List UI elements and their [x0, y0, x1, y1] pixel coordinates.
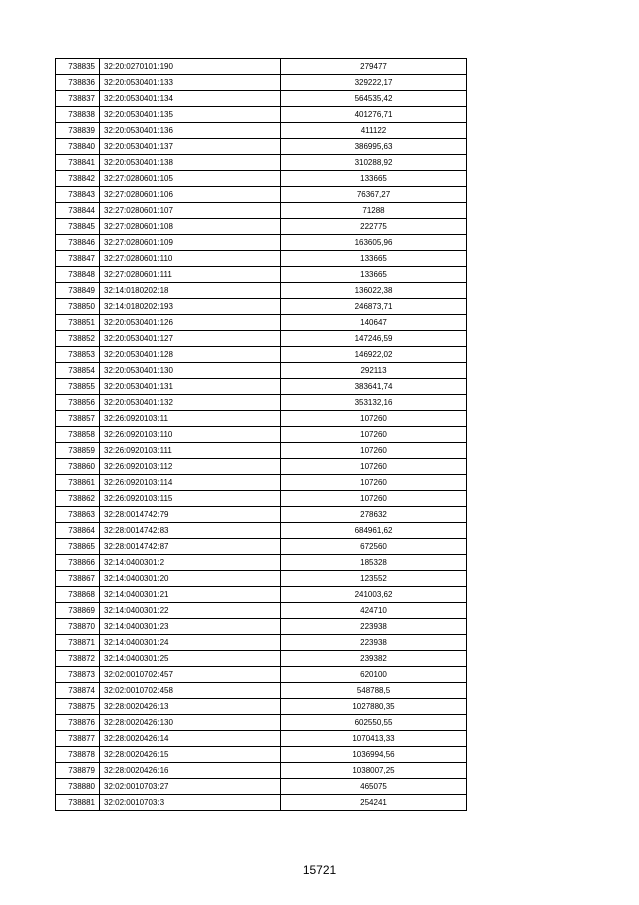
row-number-cell: 738849 — [56, 283, 100, 299]
table-row — [56, 123, 467, 139]
row-number-cell: 738860 — [56, 459, 100, 475]
row-number-cell: 738863 — [56, 507, 100, 523]
row-number-cell: 738862 — [56, 491, 100, 507]
cadastral-value-cell: 140647 — [281, 315, 467, 331]
cadastral-value-cell: 223938 — [281, 635, 467, 651]
cadastral-value-cell: 163605,96 — [281, 235, 467, 251]
cadastral-value-cell: 76367,27 — [281, 187, 467, 203]
cadastral-number-cell: 32:14:0400301:21 — [100, 587, 281, 603]
cadastral-value-cell: 223938 — [281, 619, 467, 635]
table-row — [56, 171, 467, 187]
cadastral-value-cell: 1036994,56 — [281, 747, 467, 763]
table-row — [56, 443, 467, 459]
row-number-cell: 738861 — [56, 475, 100, 491]
cadastral-value-cell: 424710 — [281, 603, 467, 619]
row-number-cell: 738843 — [56, 187, 100, 203]
table-row — [56, 523, 467, 539]
row-number-cell: 738867 — [56, 571, 100, 587]
cadastral-value-cell: 123552 — [281, 571, 467, 587]
cadastral-number-cell: 32:28:0020426:13 — [100, 699, 281, 715]
table-row — [56, 203, 467, 219]
cadastral-number-cell: 32:20:0530401:127 — [100, 331, 281, 347]
cadastral-value-cell: 329222,17 — [281, 75, 467, 91]
cadastral-value-cell: 1038007,25 — [281, 763, 467, 779]
table-row — [56, 427, 467, 443]
table-row — [56, 667, 467, 683]
table-row — [56, 219, 467, 235]
cadastral-number-cell: 32:26:0920103:111 — [100, 443, 281, 459]
cadastral-number-cell: 32:27:0280601:105 — [100, 171, 281, 187]
row-number-cell: 738847 — [56, 251, 100, 267]
cadastral-number-cell: 32:20:0530401:135 — [100, 107, 281, 123]
table-body — [56, 59, 467, 811]
cadastral-value-cell: 310288,92 — [281, 155, 467, 171]
row-number-cell: 738845 — [56, 219, 100, 235]
table-row — [56, 619, 467, 635]
cadastral-number-cell: 32:28:0020426:14 — [100, 731, 281, 747]
cadastral-value-cell: 71288 — [281, 203, 467, 219]
cadastral-value-cell: 107260 — [281, 491, 467, 507]
cadastral-number-cell: 32:14:0400301:20 — [100, 571, 281, 587]
cadastral-number-cell: 32:20:0530401:134 — [100, 91, 281, 107]
row-number-cell: 738873 — [56, 667, 100, 683]
table-row — [56, 363, 467, 379]
table-row — [56, 651, 467, 667]
row-number-cell: 738875 — [56, 699, 100, 715]
table-row — [56, 475, 467, 491]
table-row — [56, 107, 467, 123]
cadastral-value-cell: 292113 — [281, 363, 467, 379]
cadastral-number-cell: 32:14:0400301:23 — [100, 619, 281, 635]
row-number-cell: 738838 — [56, 107, 100, 123]
cadastral-value-cell: 684961,62 — [281, 523, 467, 539]
row-number-cell: 738872 — [56, 651, 100, 667]
cadastral-value-cell: 222775 — [281, 219, 467, 235]
table-row — [56, 731, 467, 747]
cadastral-number-cell: 32:28:0020426:16 — [100, 763, 281, 779]
table-row — [56, 699, 467, 715]
cadastral-number-cell: 32:27:0280601:111 — [100, 267, 281, 283]
cadastral-number-cell: 32:27:0280601:106 — [100, 187, 281, 203]
cadastral-value-cell: 401276,71 — [281, 107, 467, 123]
cadastral-value-cell: 107260 — [281, 411, 467, 427]
cadastral-number-cell: 32:27:0280601:110 — [100, 251, 281, 267]
row-number-cell: 738844 — [56, 203, 100, 219]
table-row — [56, 587, 467, 603]
table-row — [56, 571, 467, 587]
cadastral-value-cell: 254241 — [281, 795, 467, 811]
cadastral-number-cell: 32:26:0920103:115 — [100, 491, 281, 507]
cadastral-number-cell: 32:27:0280601:109 — [100, 235, 281, 251]
table-row — [56, 795, 467, 811]
cadastral-number-cell: 32:20:0530401:131 — [100, 379, 281, 395]
cadastral-number-cell: 32:27:0280601:108 — [100, 219, 281, 235]
cadastral-number-cell: 32:28:0014742:79 — [100, 507, 281, 523]
cadastral-number-cell: 32:20:0530401:132 — [100, 395, 281, 411]
row-number-cell: 738848 — [56, 267, 100, 283]
cadastral-value-cell: 672560 — [281, 539, 467, 555]
table-row — [56, 715, 467, 731]
table-row — [56, 747, 467, 763]
table-row — [56, 139, 467, 155]
table-row — [56, 315, 467, 331]
cadastral-value-cell: 136022,38 — [281, 283, 467, 299]
cadastral-number-cell: 32:28:0020426:15 — [100, 747, 281, 763]
cadastral-number-cell: 32:20:0530401:137 — [100, 139, 281, 155]
row-number-cell: 738874 — [56, 683, 100, 699]
cadastral-number-cell: 32:02:0010702:458 — [100, 683, 281, 699]
cadastral-number-cell: 32:28:0014742:87 — [100, 539, 281, 555]
cadastral-number-cell: 32:02:0010703:3 — [100, 795, 281, 811]
row-number-cell: 738866 — [56, 555, 100, 571]
row-number-cell: 738854 — [56, 363, 100, 379]
table-row — [56, 411, 467, 427]
table-row — [56, 635, 467, 651]
cadastral-number-cell: 32:20:0530401:133 — [100, 75, 281, 91]
row-number-cell: 738852 — [56, 331, 100, 347]
row-number-cell: 738855 — [56, 379, 100, 395]
cadastral-number-cell: 32:02:0010702:457 — [100, 667, 281, 683]
cadastral-number-cell: 32:28:0020426:130 — [100, 715, 281, 731]
row-number-cell: 738880 — [56, 779, 100, 795]
table-row — [56, 555, 467, 571]
cadastral-value-cell: 133665 — [281, 251, 467, 267]
row-number-cell: 738871 — [56, 635, 100, 651]
table-row — [56, 347, 467, 363]
table-row — [56, 299, 467, 315]
cadastral-number-cell: 32:26:0920103:114 — [100, 475, 281, 491]
row-number-cell: 738877 — [56, 731, 100, 747]
row-number-cell: 738836 — [56, 75, 100, 91]
row-number-cell: 738856 — [56, 395, 100, 411]
cadastral-value-cell: 133665 — [281, 171, 467, 187]
row-number-cell: 738857 — [56, 411, 100, 427]
table-row — [56, 683, 467, 699]
row-number-cell: 738876 — [56, 715, 100, 731]
table-row — [56, 379, 467, 395]
table-row — [56, 395, 467, 411]
cadastral-value-cell: 107260 — [281, 475, 467, 491]
cadastral-value-cell: 465075 — [281, 779, 467, 795]
cadastral-value-cell: 386995,63 — [281, 139, 467, 155]
cadastral-value-cell: 239382 — [281, 651, 467, 667]
cadastral-number-cell: 32:20:0530401:136 — [100, 123, 281, 139]
cadastral-value-cell: 185328 — [281, 555, 467, 571]
table-row — [56, 251, 467, 267]
cadastral-number-cell: 32:26:0920103:11 — [100, 411, 281, 427]
row-number-cell: 738865 — [56, 539, 100, 555]
cadastral-value-cell: 1027880,35 — [281, 699, 467, 715]
cadastral-value-cell: 383641,74 — [281, 379, 467, 395]
row-number-cell: 738839 — [56, 123, 100, 139]
table-row — [56, 283, 467, 299]
cadastral-number-cell: 32:20:0530401:128 — [100, 347, 281, 363]
row-number-cell: 738840 — [56, 139, 100, 155]
page-number: 15721 — [302, 863, 337, 877]
table-row — [56, 267, 467, 283]
row-number-cell: 738853 — [56, 347, 100, 363]
row-number-cell: 738859 — [56, 443, 100, 459]
cadastral-value-cell: 548788,5 — [281, 683, 467, 699]
row-number-cell: 738869 — [56, 603, 100, 619]
cadastral-number-cell: 32:20:0270101:190 — [100, 59, 281, 75]
table-row — [56, 235, 467, 251]
row-number-cell: 738879 — [56, 763, 100, 779]
cadastral-number-cell: 32:20:0530401:138 — [100, 155, 281, 171]
cadastral-value-cell: 278632 — [281, 507, 467, 523]
cadastral-value-cell: 564535,42 — [281, 91, 467, 107]
row-number-cell: 738842 — [56, 171, 100, 187]
row-number-cell: 738835 — [56, 59, 100, 75]
cadastral-value-cell: 107260 — [281, 427, 467, 443]
cadastral-value-cell: 241003,62 — [281, 587, 467, 603]
cadastral-number-cell: 32:14:0400301:24 — [100, 635, 281, 651]
table-row — [56, 763, 467, 779]
cadastral-number-cell: 32:20:0530401:130 — [100, 363, 281, 379]
table-row — [56, 75, 467, 91]
cadastral-value-cell: 353132,16 — [281, 395, 467, 411]
cadastral-value-cell: 279477 — [281, 59, 467, 75]
cadastral-value-cell: 246873,71 — [281, 299, 467, 315]
table-row — [56, 491, 467, 507]
cadastral-number-cell: 32:14:0180202:18 — [100, 283, 281, 299]
cadastral-values-table — [55, 58, 467, 811]
row-number-cell: 738878 — [56, 747, 100, 763]
table-row — [56, 459, 467, 475]
row-number-cell: 738864 — [56, 523, 100, 539]
cadastral-value-cell: 1070413,33 — [281, 731, 467, 747]
table-row — [56, 59, 467, 75]
table-row — [56, 779, 467, 795]
row-number-cell: 738851 — [56, 315, 100, 331]
row-number-cell: 738870 — [56, 619, 100, 635]
row-number-cell: 738846 — [56, 235, 100, 251]
cadastral-number-cell: 32:14:0400301:2 — [100, 555, 281, 571]
cadastral-number-cell: 32:02:0010703:27 — [100, 779, 281, 795]
table-row — [56, 507, 467, 523]
cadastral-value-cell: 411122 — [281, 123, 467, 139]
cadastral-number-cell: 32:14:0400301:25 — [100, 651, 281, 667]
cadastral-number-cell: 32:26:0920103:110 — [100, 427, 281, 443]
cadastral-value-cell: 107260 — [281, 443, 467, 459]
cadastral-number-cell: 32:14:0180202:193 — [100, 299, 281, 315]
cadastral-value-cell: 133665 — [281, 267, 467, 283]
cadastral-number-cell: 32:26:0920103:112 — [100, 459, 281, 475]
table-row — [56, 331, 467, 347]
row-number-cell: 738850 — [56, 299, 100, 315]
table-row — [56, 91, 467, 107]
table-row — [56, 187, 467, 203]
table-row — [56, 155, 467, 171]
cadastral-value-cell: 620100 — [281, 667, 467, 683]
table-row — [56, 603, 467, 619]
cadastral-number-cell: 32:28:0014742:83 — [100, 523, 281, 539]
cadastral-number-cell: 32:27:0280601:107 — [100, 203, 281, 219]
cadastral-value-cell: 146922,02 — [281, 347, 467, 363]
cadastral-number-cell: 32:14:0400301:22 — [100, 603, 281, 619]
table-row — [56, 539, 467, 555]
cadastral-number-cell: 32:20:0530401:126 — [100, 315, 281, 331]
row-number-cell: 738858 — [56, 427, 100, 443]
cadastral-value-cell: 107260 — [281, 459, 467, 475]
row-number-cell: 738881 — [56, 795, 100, 811]
row-number-cell: 738868 — [56, 587, 100, 603]
cadastral-value-cell: 147246,59 — [281, 331, 467, 347]
row-number-cell: 738841 — [56, 155, 100, 171]
cadastral-value-cell: 602550,55 — [281, 715, 467, 731]
row-number-cell: 738837 — [56, 91, 100, 107]
